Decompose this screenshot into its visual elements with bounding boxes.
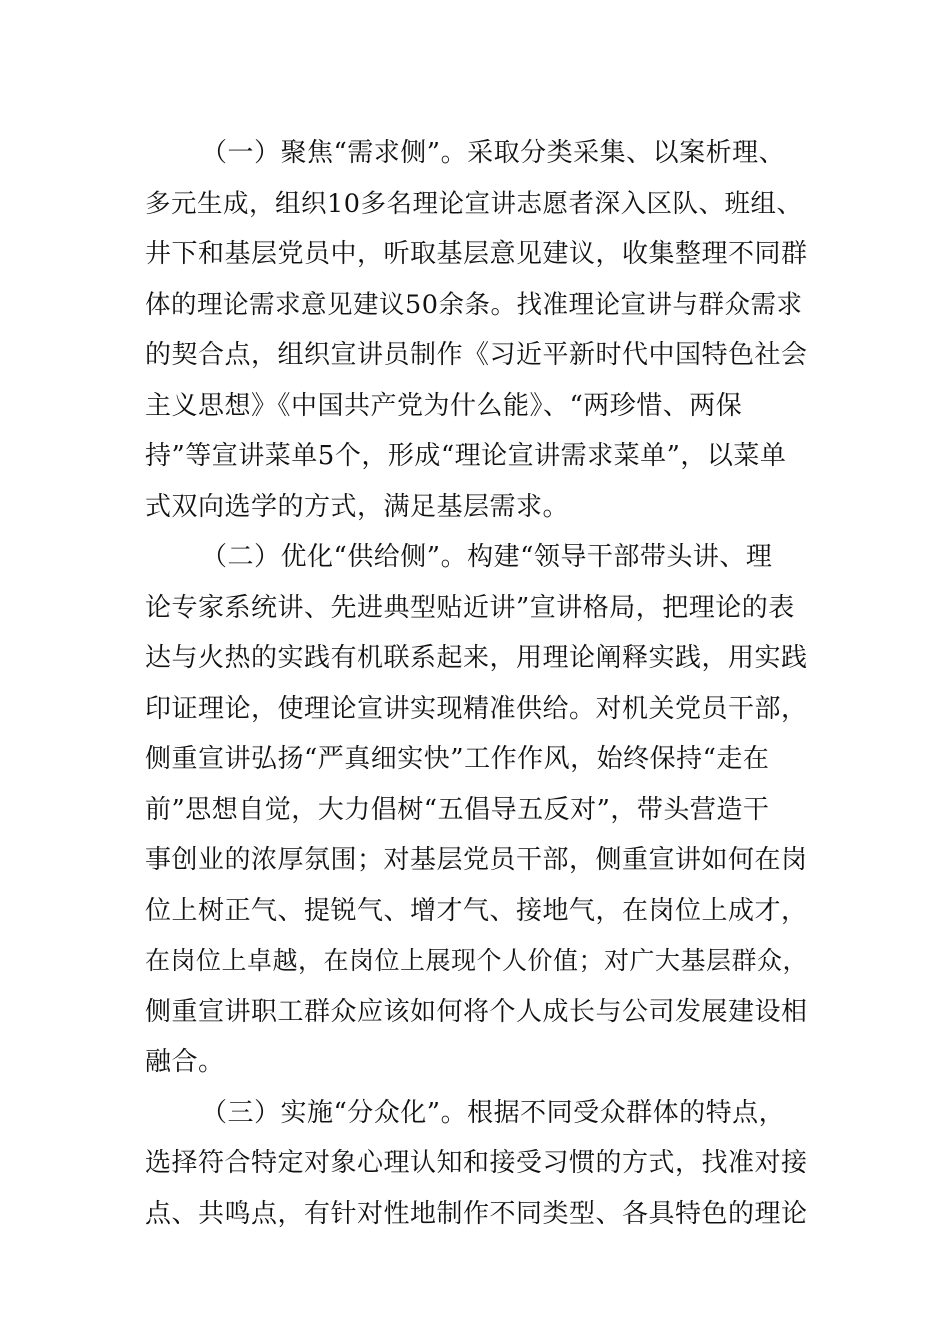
body-text	[145, 128, 810, 1239]
paragraph-first-line: （二）优化“供给侧”。构建“领导干部带头讲、理	[201, 542, 773, 572]
text-line: 的契合点，组织宣讲员制作《习近平新时代中国特色社会	[145, 340, 808, 370]
text-line: 达与火热的实践有机联系起来，用理论阐释实践，用实践	[145, 643, 808, 673]
text-line: 体的理论需求意见建议50余条。找准理论宣讲与群众需求	[145, 289, 803, 320]
text-line: 选择符合特定对象心理认知和接受习惯的方式，找准对接	[145, 1148, 808, 1178]
text-line: 在岗位上卓越，在岗位上展现个人价值；对广大基层群众，	[145, 946, 809, 975]
text-line: 井下和基层党员中，听取基层意见建议，收集整理不同群	[145, 239, 808, 269]
text-line: 印证理论，使理论宣讲实现精准供给。对机关党员干部，	[145, 693, 808, 724]
text-line: 论专家系统讲、先进典型贴近讲”宣讲格局，把理论的表	[145, 592, 795, 623]
text-line: 前”思想自觉，大力倡树“五倡导五反对”，带头营造干	[145, 794, 770, 825]
text-line: 侧重宣讲弘扬“严真细实快”工作作风，始终保持“走在	[145, 744, 770, 774]
text-line: 位上树正气、提锐气、增才气、接地气，在岗位上成才，	[145, 895, 808, 926]
text-line: 侧重宣讲职工群众应该如何将个人成长与公司发展建设相	[145, 996, 808, 1027]
paragraph-first-line: （一）聚焦“需求侧”。采取分类采集、以案析理、	[201, 138, 786, 168]
text-line: 主义思想》《中国共产党为什么能》、“两珍惜、两保	[145, 390, 743, 421]
paragraph-first-line: （三）实施“分众化”。根据不同受众群体的特点，	[201, 1097, 786, 1128]
text-line: 多元生成，组织10多名理论宣讲志愿者深入区队、班组、	[145, 188, 803, 219]
text-line: 点、共鸣点，有针对性地制作不同类型、各具特色的理论	[145, 1198, 808, 1229]
text-line: 持”等宣讲菜单5个，形成“理论宣讲需求菜单”，以菜单	[145, 441, 787, 471]
text-line: 式双向选学的方式，满足基层需求。	[145, 491, 570, 522]
text-line: 融合。	[145, 1047, 225, 1077]
text-line: 事创业的浓厚氛围；对基层党员干部，侧重宣讲如何在岗	[145, 845, 808, 875]
